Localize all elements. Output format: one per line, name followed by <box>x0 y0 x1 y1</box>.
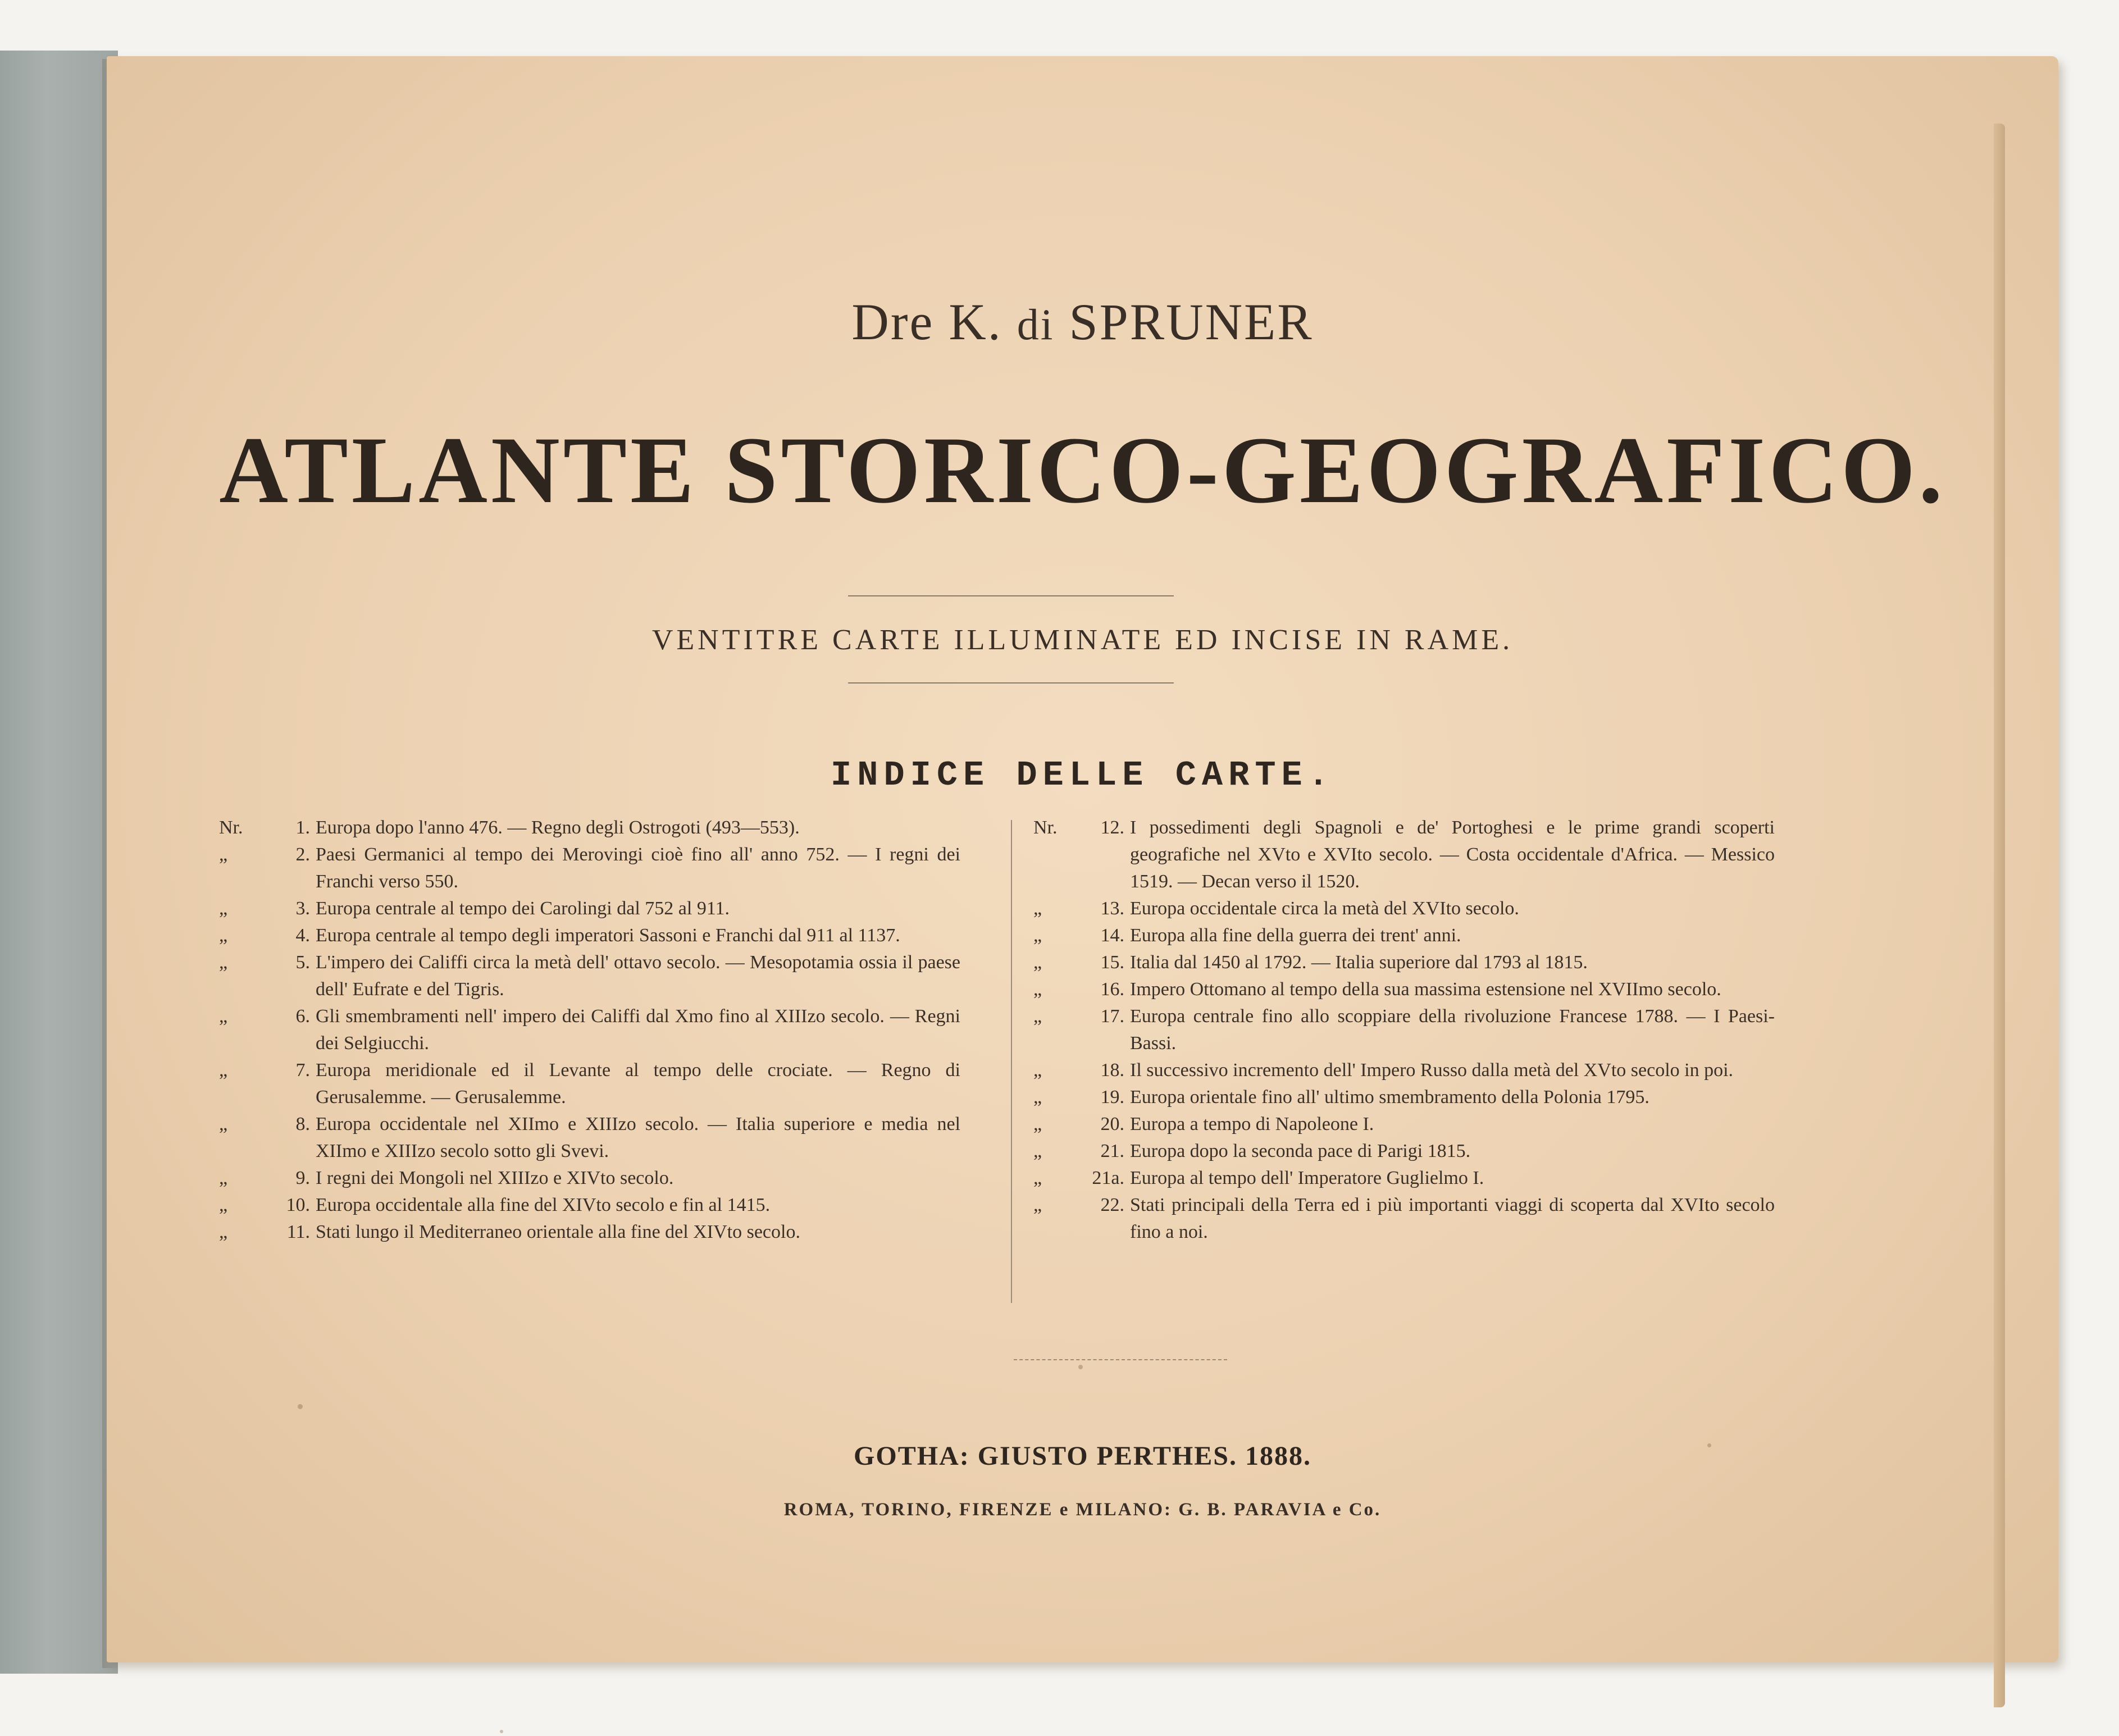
entry-text: Stati principali della Terra ed i più importanti viaggi di scoperta dal XVIto secolo fino a noi. <box>1130 1195 1775 1242</box>
rule-bottom <box>848 682 1174 684</box>
entry-prefix: „ <box>219 1222 228 1242</box>
index-entry <box>1033 895 1775 922</box>
index-entry <box>219 1165 960 1192</box>
entry-number: 15. <box>1100 952 1124 973</box>
entry-number: 13. <box>1100 898 1124 919</box>
entry-text: I regni dei Mongoli nel XIIIzo e XIVto secolo. <box>316 1168 674 1188</box>
index-entry <box>219 1219 960 1246</box>
author-initial: K. <box>949 293 1002 350</box>
entry-number: 22. <box>1100 1195 1124 1215</box>
entry-number: 2. <box>295 844 310 865</box>
entry-prefix: „ <box>219 1060 228 1081</box>
entry-text: Europa dopo la seconda pace di Parigi 1815. <box>1130 1141 1471 1161</box>
entry-number: 21a. <box>1092 1168 1124 1188</box>
foxing-spot <box>1078 1365 1083 1369</box>
index-entry <box>1033 1111 1775 1138</box>
entry-number: 20. <box>1100 1114 1124 1134</box>
entry-number: 16. <box>1100 979 1124 1000</box>
index-entry <box>1033 814 1775 895</box>
index-column-left <box>219 814 960 1246</box>
entry-number: 19. <box>1100 1087 1124 1108</box>
entry-text: Europa orientale fino all' ultimo smembramento della Polonia 1795. <box>1130 1087 1649 1108</box>
entry-prefix: „ <box>1033 1060 1042 1081</box>
index-entry <box>219 895 960 922</box>
entry-prefix: „ <box>219 1114 228 1134</box>
publisher-line: GOTHA: GIUSTO PERTHES. 1888. <box>854 1441 1311 1471</box>
book-spine-cloth <box>0 51 118 1674</box>
entry-text: Europa centrale al tempo degli imperatori Sassoni e Franchi dal 911 al 1137. <box>316 925 900 946</box>
entry-text: Impero Ottomano al tempo della sua massima estensione nel XVIImo secolo. <box>1130 979 1721 1000</box>
entry-prefix: „ <box>219 898 228 919</box>
foxing-spot <box>298 1404 303 1409</box>
book-title: ATLANTE STORICO-GEOGRAFICO. <box>219 417 1946 523</box>
entry-prefix: „ <box>1033 898 1042 919</box>
entry-text: Europa occidentale circa la metà del XVIto secolo. <box>1130 898 1519 919</box>
title-page <box>107 56 2058 1662</box>
entry-number: 11. <box>286 1222 310 1242</box>
entry-text: Europa occidentale alla fine del XIVto secolo e fin al 1415. <box>316 1195 771 1215</box>
entry-text: L'impero dei Califfi circa la metà dell' ottavo secolo. — Mesopotamia ossia il paese dell' Eufrate e del Tigris. <box>316 952 960 1000</box>
index-entry <box>1033 1057 1775 1084</box>
entry-prefix: „ <box>219 844 228 865</box>
author-surname: SPRUNER <box>1069 293 1314 350</box>
entry-prefix: Nr. <box>1033 817 1058 838</box>
entry-text: Stati lungo il Mediterraneo orientale alla fine del XIVto secolo. <box>316 1222 800 1242</box>
entry-text: Europa occidentale nel XIImo e XIIIzo secolo. — Italia superiore e media nel XIImo e XIIIzo secolo sotto gli Svevi. <box>316 1114 960 1161</box>
author-particle: di <box>1017 300 1055 349</box>
entry-number: 10. <box>286 1195 310 1215</box>
entry-number: 9. <box>295 1168 310 1188</box>
index-entry <box>219 1192 960 1219</box>
entry-number: 6. <box>295 1006 310 1027</box>
entry-number: 17. <box>1100 1006 1124 1027</box>
entry-text: Europa centrale al tempo dei Carolingi dal 752 al 911. <box>316 898 730 919</box>
foxing-spot <box>500 1730 503 1733</box>
entry-text: Paesi Germanici al tempo dei Merovingi cioè fino all' anno 752. — I regni dei Franchi verso 550. <box>316 844 960 892</box>
entry-text: Europa meridionale ed il Levante al tempo delle crociate. — Regno di Gerusalemme. — Gerusalemme. <box>316 1060 960 1108</box>
index-column-right <box>1033 814 1775 1246</box>
entry-text: Europa alla fine della guerra dei trent' anni. <box>1130 925 1461 946</box>
entry-number: 8. <box>295 1114 310 1134</box>
entry-prefix: „ <box>1033 1195 1042 1215</box>
entry-prefix: „ <box>1033 1087 1042 1108</box>
entry-number: 1. <box>295 817 310 838</box>
entry-text: I possedimenti degli Spagnoli e de' Portoghesi e le prime grandi scoperti geografiche nel XVto e XVIto secolo. — Costa occidentale d'Africa. — Messico 1519. — Decan verso il 1520. <box>1130 817 1775 892</box>
index-entry <box>1033 1192 1775 1246</box>
entry-number: 3. <box>295 898 310 919</box>
index-entry <box>1033 922 1775 949</box>
entry-number: 5. <box>295 952 310 973</box>
entry-text: Gli smembramenti nell' impero dei Califfi dal Xmo fino al XIIIzo secolo. — Regni dei Selgiucchi. <box>316 1006 960 1054</box>
index-heading: INDICE DELLE CARTE. <box>831 755 1334 795</box>
sellers-line: ROMA, TORINO, FIRENZE e MILANO: G. B. PARAVIA e Co. <box>783 1500 1382 1520</box>
index-entry <box>219 922 960 949</box>
entry-text: Il successivo incremento dell' Impero Russo dalla metà del XVto secolo in poi. <box>1130 1060 1734 1081</box>
entry-prefix: „ <box>219 925 228 946</box>
entry-prefix: „ <box>1033 925 1042 946</box>
entry-text: Europa centrale fino allo scoppiare della rivoluzione Francese 1788. — I Paesi-Bassi. <box>1130 1006 1775 1054</box>
entry-prefix: „ <box>1033 979 1042 1000</box>
entry-text: Italia dal 1450 al 1792. — Italia superiore dal 1793 al 1815. <box>1130 952 1588 973</box>
entry-prefix: „ <box>219 1006 228 1027</box>
column-divider <box>1011 820 1012 1303</box>
index-entry <box>219 1111 960 1165</box>
index-entry <box>219 1057 960 1111</box>
index-entry <box>1033 1138 1775 1165</box>
index-entry <box>219 814 960 841</box>
index-entry <box>1033 1003 1775 1057</box>
entry-prefix: „ <box>219 1195 228 1215</box>
entry-number: 4. <box>295 925 310 946</box>
index-entry <box>1033 1165 1775 1192</box>
entry-number: 21. <box>1100 1141 1124 1161</box>
entry-prefix: Nr. <box>219 817 243 838</box>
entry-prefix: „ <box>219 1168 228 1188</box>
rule-top <box>848 595 1174 596</box>
index-entry <box>1033 976 1775 1003</box>
foxing-spot <box>1707 1443 1711 1447</box>
index-entry <box>219 841 960 895</box>
entry-prefix: „ <box>1033 1141 1042 1161</box>
decorative-rule <box>1014 1359 1227 1365</box>
entry-prefix: „ <box>1033 1114 1042 1134</box>
entry-number: 7. <box>295 1060 310 1081</box>
index-entry <box>1033 949 1775 976</box>
entry-text: Europa dopo l'anno 476. — Regno degli Ostrogoti (493—553). <box>316 817 800 838</box>
entry-prefix: „ <box>219 952 228 973</box>
entry-prefix: „ <box>1033 952 1042 973</box>
entry-prefix: „ <box>1033 1006 1042 1027</box>
entry-number: 12. <box>1100 817 1124 838</box>
index-entry <box>219 949 960 1003</box>
book-subtitle: VENTITRE CARTE ILLUMINATE ED INCISE IN RAME. <box>651 624 1514 656</box>
author-line <box>107 292 2058 352</box>
entry-prefix: „ <box>1033 1168 1042 1188</box>
index-entry <box>1033 1084 1775 1111</box>
entry-number: 18. <box>1100 1060 1124 1081</box>
entry-number: 14. <box>1100 925 1124 946</box>
entry-text: Europa a tempo di Napoleone I. <box>1130 1114 1374 1134</box>
index-entry <box>219 1003 960 1057</box>
entry-text: Europa al tempo dell' Imperatore Guglielmo I. <box>1130 1168 1484 1188</box>
author-prefix: Dre <box>851 293 935 350</box>
